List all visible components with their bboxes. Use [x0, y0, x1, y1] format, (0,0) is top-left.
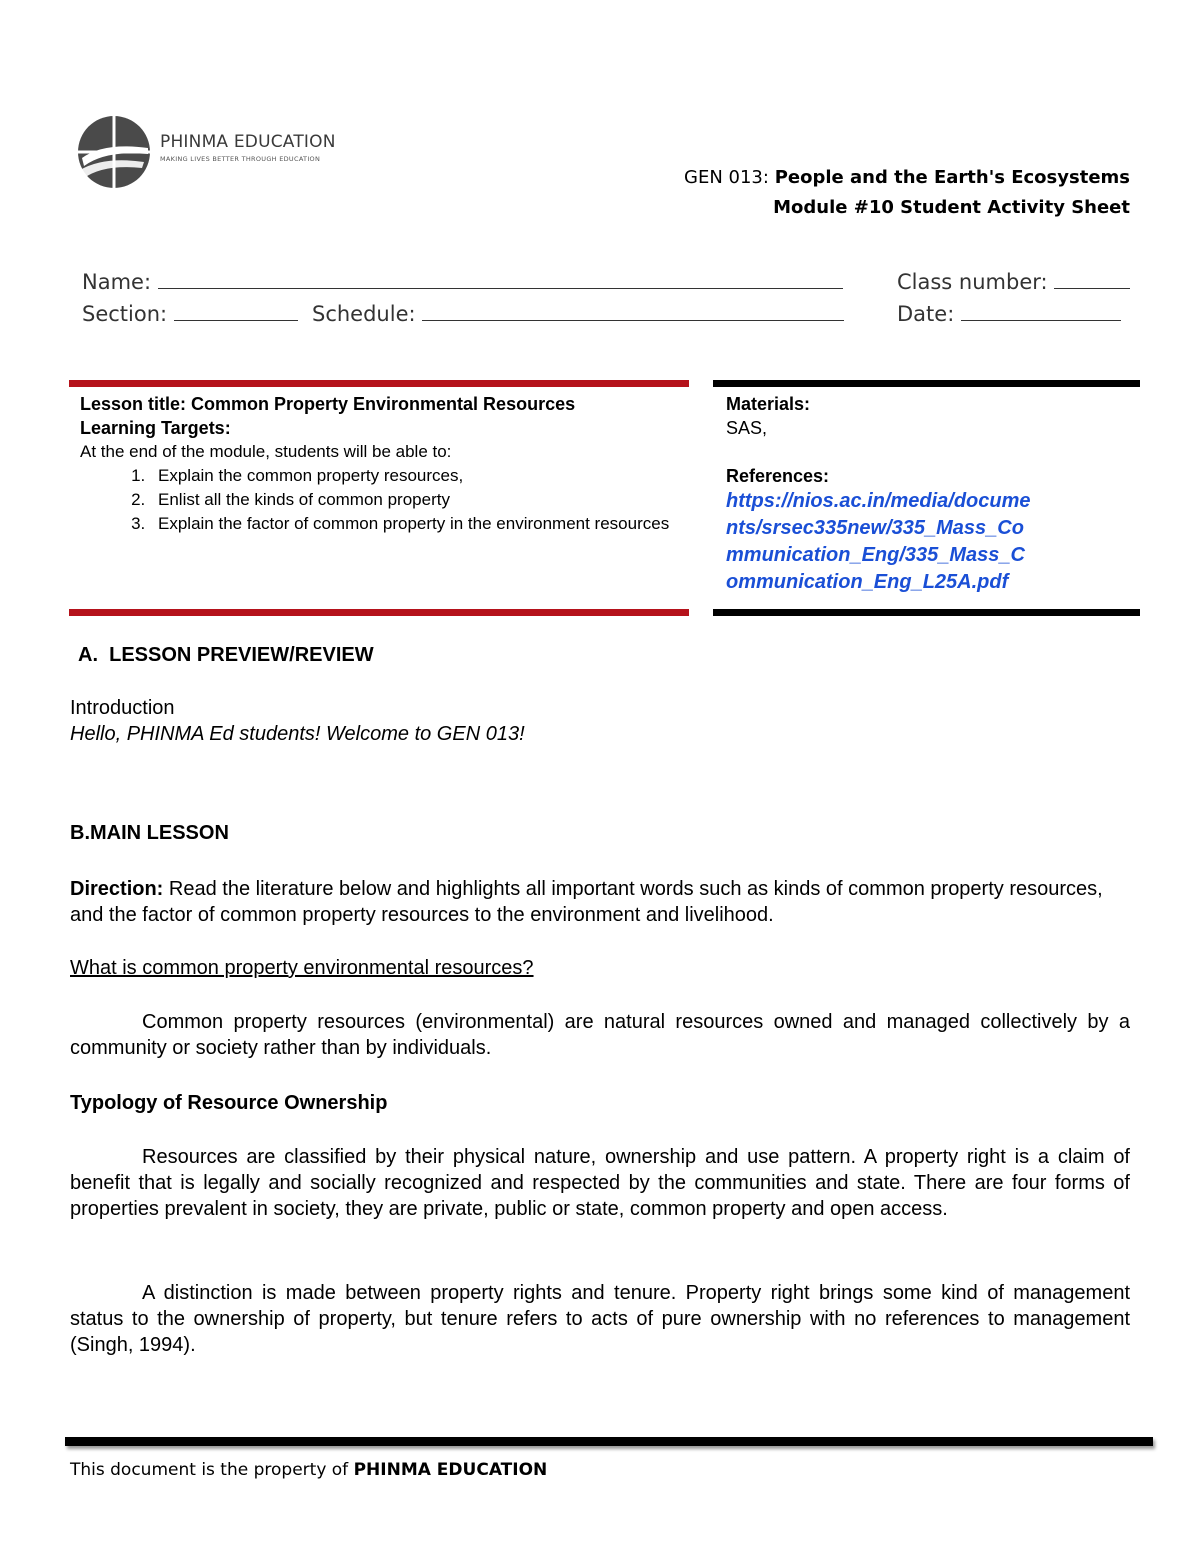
materials-box-top-bar [713, 380, 1140, 387]
date-label: Date: [897, 302, 955, 326]
module-title: Module #10 Student Activity Sheet [773, 197, 1130, 218]
reference-link-line[interactable]: https://nios.ac.in/media/docume [726, 490, 1031, 512]
course-title: People and the Earth's Ecosystems [774, 167, 1130, 188]
lesson-box [80, 392, 690, 536]
section-label: Section: [82, 302, 168, 326]
materials-box [726, 392, 1136, 596]
materials-value: SAS, [726, 418, 768, 438]
footer-prefix: This document is the property of [70, 1460, 354, 1480]
logo-name: PHINMA EDUCATION [160, 132, 336, 152]
logo-globe-icon [74, 112, 154, 192]
introduction-text: Hello, PHINMA Ed students! Welcome to GEN 013! [70, 723, 525, 745]
course-code: GEN 013: [684, 167, 769, 188]
materials-box-bottom-bar [713, 609, 1140, 616]
learning-target-item: 2. Enlist all the kinds of common property [150, 488, 690, 512]
name-field[interactable] [82, 268, 843, 294]
reference-link-line[interactable]: nts/srsec335new/335_Mass_Co [726, 517, 1024, 539]
phinma-logo [74, 112, 354, 192]
class-number-label: Class number: [897, 270, 1048, 294]
reference-link[interactable] [726, 488, 1136, 596]
date-field[interactable] [897, 300, 1121, 326]
lesson-box-top-bar [69, 380, 689, 387]
reference-link-line[interactable]: ommunication_Eng_L25A.pdf [726, 571, 1009, 593]
lesson-title: Lesson title: Common Property Environmental Resources [80, 394, 576, 414]
references-label: References: [726, 466, 830, 486]
lesson-box-bottom-bar [69, 609, 689, 616]
direction-label: Direction: [70, 878, 164, 900]
learning-targets-intro: At the end of the module, students will be able to: [80, 442, 452, 461]
section-b-heading: B.MAIN LESSON [70, 822, 229, 844]
course-header [684, 163, 1130, 223]
reference-link-line[interactable]: mmunication_Eng/335_Mass_C [726, 544, 1025, 566]
typology-heading: Typology of Resource Ownership [70, 1092, 388, 1114]
section-a-heading: A. LESSON PREVIEW/REVIEW [78, 644, 374, 666]
name-blank[interactable] [158, 268, 843, 289]
class-number-blank[interactable] [1054, 268, 1130, 289]
paragraph-typology: Resources are classified by their physical nature, ownership and use pattern. A property right is a claim of benefit that is legally and socially recognized and respected by the communities and state. There are four forms of properties prevalent in society, they are private, public or state, common property and open access. [70, 1146, 1130, 1220]
section-field[interactable] [82, 300, 298, 326]
paragraph-definition: Common property resources (environmental) are natural resources owned and managed collectively by a community or society rather than by individuals. [70, 1011, 1130, 1059]
question-heading: What is common property environmental resources? [70, 957, 534, 979]
learning-target-item: 3. Explain the factor of common property in the environment resources [150, 512, 690, 536]
schedule-label: Schedule: [312, 302, 416, 326]
schedule-blank[interactable] [422, 300, 844, 321]
logo-tagline: MAKING LIVES BETTER THROUGH EDUCATION [160, 155, 321, 163]
class-number-field[interactable] [897, 268, 1130, 294]
materials-label: Materials: [726, 394, 811, 414]
direction-paragraph [70, 876, 1130, 928]
footer-text [70, 1460, 547, 1480]
date-blank[interactable] [961, 300, 1121, 321]
introduction-label: Introduction [70, 697, 175, 719]
learning-targets-label: Learning Targets: [80, 418, 231, 438]
footer-bar [65, 1437, 1153, 1446]
learning-targets-list [80, 464, 690, 536]
learning-target-item: 1. Explain the common property resources, [150, 464, 690, 488]
direction-text: Read the literature below and highlights all important words such as kinds of common property resources, and the factor of common property resources to the environment and livelihood. [70, 878, 1103, 926]
paragraph-distinction: A distinction is made between property rights and tenure. Property right brings some kind of management status to the ownership of property, but tenure refers to acts of pure ownership with no references to management (Singh, 1994). [70, 1282, 1130, 1356]
section-blank[interactable] [174, 300, 298, 321]
schedule-field[interactable] [312, 300, 844, 326]
name-label: Name: [82, 270, 152, 294]
footer-owner: PHINMA EDUCATION [353, 1460, 548, 1480]
